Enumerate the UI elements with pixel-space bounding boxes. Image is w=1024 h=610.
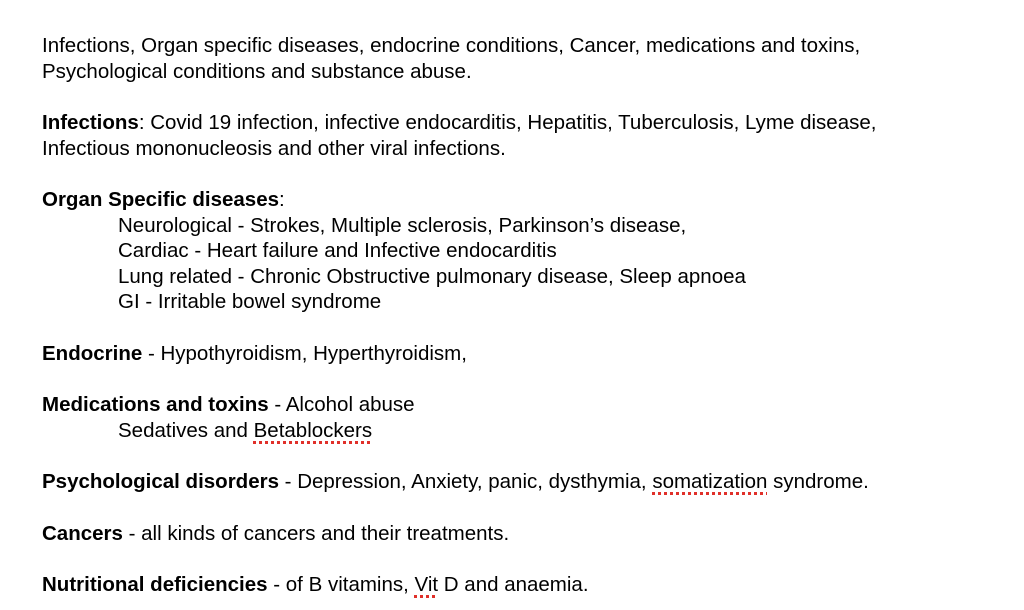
intro-line-2: Psychological conditions and substance abuse. bbox=[42, 59, 472, 83]
infections-heading: Infections bbox=[42, 111, 139, 134]
organ-specific-heading-line bbox=[42, 187, 1012, 213]
psychological-line bbox=[42, 469, 1012, 495]
cancers-paragraph bbox=[42, 521, 1012, 547]
infections-paragraph bbox=[42, 110, 1012, 161]
organ-specific-paragraph bbox=[42, 187, 1012, 315]
endocrine-text: - Hypothyroidism, Hyperthyroidism, bbox=[142, 341, 467, 365]
organ-item-gi: GI - Irritable bowel syndrome bbox=[118, 290, 382, 313]
endocrine-heading: Endocrine bbox=[42, 341, 143, 365]
infections-line-2: Infectious mononucleosis and other viral infections. bbox=[42, 136, 506, 160]
psychological-text-after: syndrome. bbox=[767, 470, 869, 493]
cancers-heading: Cancers bbox=[42, 521, 123, 545]
organ-item-cardiac: Cardiac - Heart failure and Infective endocarditis bbox=[118, 239, 557, 262]
document-body bbox=[42, 33, 1012, 598]
spellcheck-flagged-word[interactable]: Vit bbox=[414, 573, 439, 596]
organ-specific-heading: Organ Specific diseases bbox=[42, 188, 280, 211]
medications-line-2-prefix: Sedatives and bbox=[118, 418, 254, 442]
spellcheck-flagged-word[interactable]: somatization bbox=[652, 470, 768, 493]
cancers-line bbox=[42, 521, 1012, 547]
psychological-text-before: - Depression, Anxiety, panic, dysthymia, bbox=[278, 470, 653, 493]
cancers-text: - all kinds of cancers and their treatments. bbox=[122, 521, 510, 545]
nutritional-line bbox=[42, 572, 1012, 598]
intro-line-1: Infections, Organ specific diseases, endocrine conditions, Cancer, medications and toxins, bbox=[42, 34, 861, 57]
endocrine-line bbox=[42, 341, 1012, 367]
endocrine-paragraph bbox=[42, 341, 1012, 367]
infections-line-1 bbox=[42, 110, 1012, 136]
infections-text-1: : Covid 19 infection, infective endocarditis, Hepatitis, Tuberculosis, Lyme disease, bbox=[138, 111, 877, 134]
organ-specific-colon: : bbox=[279, 188, 285, 211]
psychological-heading: Psychological disorders bbox=[42, 470, 279, 493]
nutritional-heading: Nutritional deficiencies bbox=[42, 573, 268, 596]
psychological-paragraph bbox=[42, 469, 1012, 495]
organ-item-lung: Lung related - Chronic Obstructive pulmonary disease, Sleep apnoea bbox=[118, 264, 746, 288]
medications-line-1 bbox=[42, 392, 1012, 418]
medications-heading: Medications and toxins bbox=[42, 393, 269, 416]
organ-item-neurological: Neurological - Strokes, Multiple sclerosis, Parkinson’s disease, bbox=[118, 213, 687, 237]
medications-paragraph bbox=[42, 392, 1012, 443]
medications-line-2 bbox=[42, 418, 1012, 444]
nutritional-text-after: D and anaemia. bbox=[438, 573, 589, 596]
nutritional-text-before: - of B vitamins, bbox=[267, 573, 415, 596]
medications-text: - Alcohol abuse bbox=[268, 393, 415, 416]
intro-paragraph bbox=[42, 33, 1012, 84]
spellcheck-flagged-word[interactable]: Betablockers bbox=[253, 418, 373, 442]
nutritional-paragraph bbox=[42, 572, 1012, 598]
